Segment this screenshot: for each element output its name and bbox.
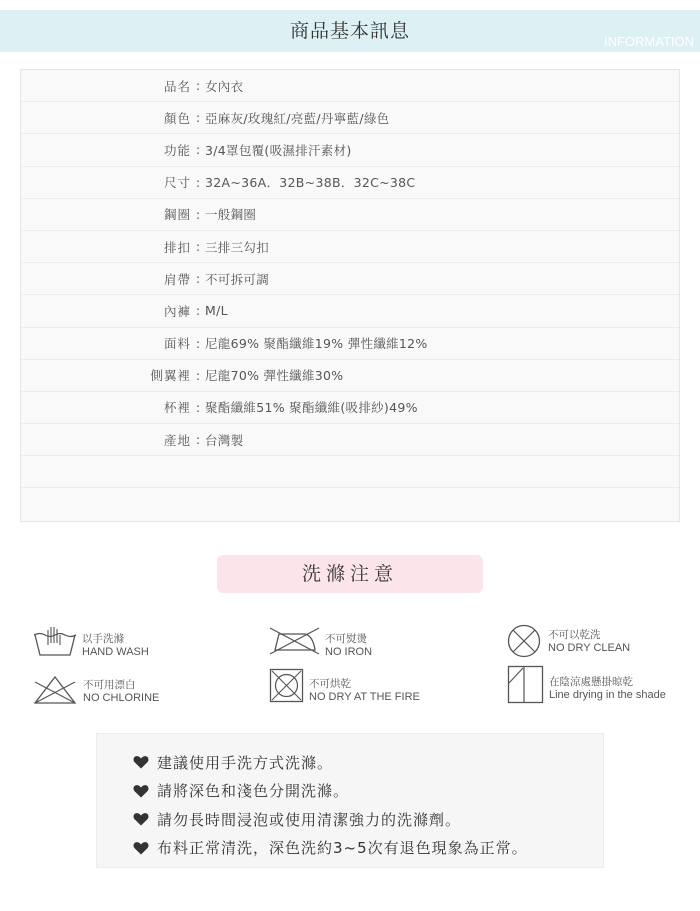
spec-value: 三排三勾扣 bbox=[205, 239, 270, 255]
spec-value: 女內衣 bbox=[205, 78, 244, 94]
spec-row-straps: 肩帶 : 不可拆可調 bbox=[21, 263, 679, 295]
no-iron-en: NO IRON bbox=[325, 646, 373, 658]
care-line-dry-shade bbox=[507, 665, 666, 705]
spec-label: 內褲 bbox=[163, 303, 191, 319]
spec-row-hooks: 排扣 : 三排三勾扣 bbox=[21, 231, 679, 263]
tip-text: 建議使用手洗方式洗滌。 bbox=[157, 753, 334, 772]
tip-text: 請勿長時間浸泡或使用清潔強力的洗滌劑。 bbox=[157, 810, 462, 829]
no-iron-zh: 不可熨燙 bbox=[325, 633, 367, 645]
spec-row-name: 品名 : 女內衣 bbox=[21, 70, 679, 102]
no-chlorine-en: NO CHLORINE bbox=[83, 692, 160, 704]
spec-value: 尼龍69% 聚酯纖維19% 彈性纖維12% bbox=[205, 336, 428, 352]
no-dry-clean-icon bbox=[506, 624, 544, 658]
line-dry-en: Line drying in the shade bbox=[549, 689, 666, 701]
wash-banner bbox=[217, 555, 483, 593]
hand-wash-icon bbox=[32, 623, 78, 657]
spec-row-cup-lining: 杯裡 : 聚酯纖維51% 聚酯纖維(吸排紗)49% bbox=[21, 392, 679, 424]
spec-row-size: 尺寸 : 32A~36A．32B~38B．32C~38C bbox=[21, 167, 679, 199]
no-tumble-dry-en: NO DRY AT THE FIRE bbox=[309, 691, 420, 703]
spec-row-briefs: 內褲 : M/L bbox=[21, 295, 679, 327]
no-dry-clean-en: NO DRY CLEAN bbox=[548, 642, 631, 654]
tip-text: 布料正常清洗，深色洗約3~5次有退色現象為正常。 bbox=[157, 839, 528, 858]
no-dry-clean-zh: 不可以乾洗 bbox=[548, 629, 601, 641]
spec-label: 功能 bbox=[163, 142, 191, 158]
spec-value: 一般鋼圈 bbox=[205, 207, 257, 223]
spec-row-underwire: 鋼圈 : 一般鋼圈 bbox=[21, 199, 679, 231]
wash-title: 洗滌注意 bbox=[301, 563, 398, 585]
hand-wash-en: HAND WASH bbox=[82, 646, 149, 658]
line-dry-zh: 在陰涼處懸掛晾乾 bbox=[549, 676, 633, 688]
info-title: 商品基本訊息 bbox=[289, 20, 410, 42]
care-no-tumble-dry bbox=[269, 668, 420, 704]
spec-value: 尼龍70% 彈性纖維30% bbox=[205, 368, 344, 384]
spec-label: 肩帶 bbox=[163, 271, 191, 287]
heart-icon bbox=[133, 812, 149, 826]
info-header bbox=[0, 10, 700, 52]
spec-row-color: 顏色 : 亞麻灰/玫瑰紅/亮藍/丹寧藍/綠色 bbox=[21, 102, 679, 134]
spec-row-origin: 產地 : 台灣製 bbox=[21, 424, 679, 456]
no-chlorine-zh: 不可用漂白 bbox=[83, 679, 136, 691]
no-iron-icon bbox=[267, 626, 321, 656]
heart-icon bbox=[133, 755, 149, 769]
spec-value: M/L bbox=[205, 303, 228, 319]
care-no-dry-clean bbox=[506, 624, 630, 658]
spec-label: 顏色 bbox=[163, 110, 191, 126]
no-chlorine-icon bbox=[31, 674, 79, 706]
spec-label: 品名 bbox=[163, 78, 191, 94]
tip-item bbox=[133, 777, 603, 806]
tip-item bbox=[133, 748, 603, 777]
care-no-iron bbox=[267, 626, 372, 659]
spec-label: 尺寸 bbox=[163, 175, 191, 191]
spec-row-side-lining: 側翼裡 : 尼龍70% 彈性纖維30% bbox=[21, 360, 679, 392]
spec-row-fabric: 面料 : 尼龍69% 聚酯纖維19% 彈性纖維12% bbox=[21, 328, 679, 360]
spec-value: 亞麻灰/玫瑰紅/亮藍/丹寧藍/綠色 bbox=[205, 110, 390, 126]
spec-value: 聚酯纖維51% 聚酯纖維(吸排紗)49% bbox=[205, 400, 418, 416]
tip-text: 請將深色和淺色分開洗滌。 bbox=[157, 782, 350, 801]
no-tumble-dry-icon bbox=[269, 668, 305, 704]
spec-label: 排扣 bbox=[163, 239, 191, 255]
spec-row-function: 功能 : 3/4罩包覆(吸濕排汗素材) bbox=[21, 134, 679, 166]
care-no-chlorine bbox=[31, 674, 159, 706]
spec-value: 32A~36A．32B~38B．32C~38C bbox=[205, 175, 416, 191]
spec-label: 產地 bbox=[163, 432, 191, 448]
spec-label: 杯裡 bbox=[163, 400, 191, 416]
spec-label: 鋼圈 bbox=[163, 207, 191, 223]
no-tumble-dry-zh: 不可烘乾 bbox=[309, 678, 351, 690]
heart-icon bbox=[133, 841, 149, 855]
tip-item bbox=[133, 805, 603, 834]
heart-icon bbox=[133, 784, 149, 798]
spec-row-empty bbox=[21, 488, 679, 520]
care-tips-box bbox=[96, 733, 604, 868]
hand-wash-zh: 以手洗滌 bbox=[82, 633, 124, 645]
line-dry-shade-icon bbox=[507, 665, 545, 705]
info-subtitle: INFORMATION bbox=[603, 34, 694, 49]
spec-value: 不可拆可調 bbox=[205, 271, 270, 287]
spec-table bbox=[20, 69, 680, 522]
spec-value: 台灣製 bbox=[205, 432, 244, 448]
care-hand-wash bbox=[32, 623, 149, 659]
spec-row-empty bbox=[21, 456, 679, 488]
spec-label: 面料 bbox=[163, 336, 191, 352]
tip-item bbox=[133, 834, 603, 863]
spec-label: 側翼裡 bbox=[150, 368, 191, 384]
spec-value: 3/4罩包覆(吸濕排汗素材) bbox=[205, 142, 352, 158]
